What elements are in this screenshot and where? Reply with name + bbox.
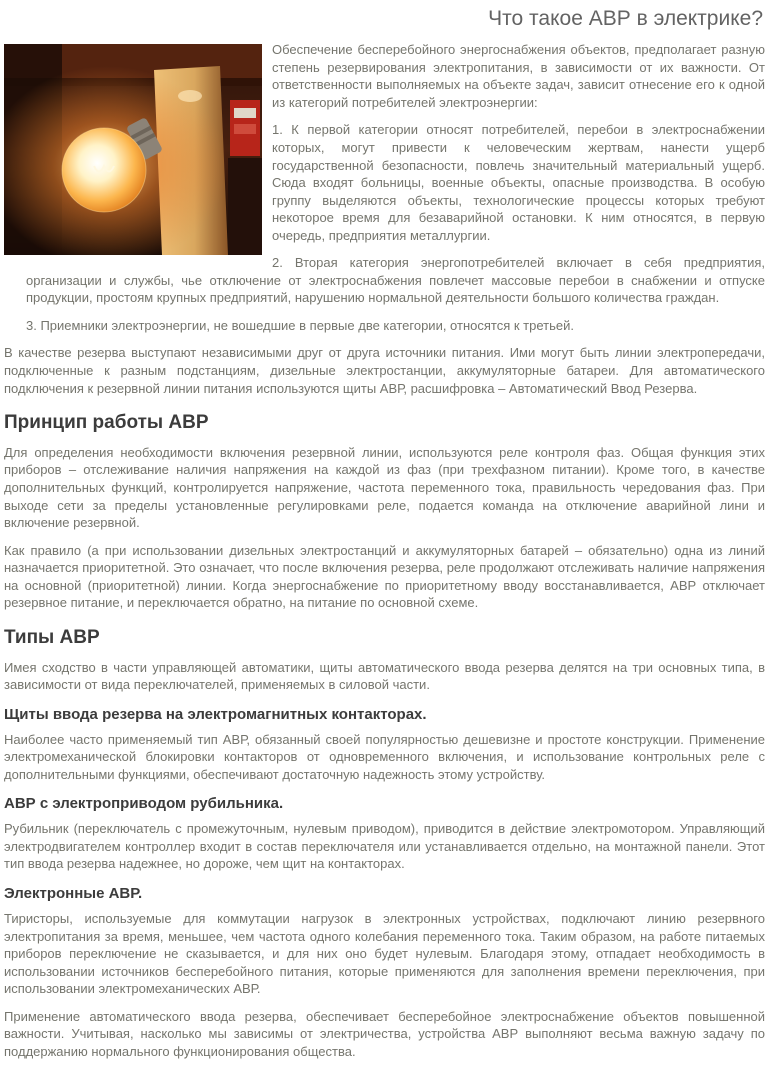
category-item-1: 1. К первой категории относят потребителей, перебои в электроснабжении которых, могут привести к человеческим жертвам, нанести ущерб государственной безопасности, повлечь значительный материальный ущерб. Сюда входят больницы, военные объекты, опасные производства. В особую группу выделяются объекты, технологические процессы которых требуют некоторое время для безаварийной остановки. К ним относятся, в первую очередь, предприятия металлургии. bbox=[272, 122, 765, 243]
electronic-paragraph: Тиристоры, используемые для коммутации нагрузок в электронных устройствах, подключают линию резервного электропитания за время, меньшее, чем частота одного колебания переменного тока. Таким образом, на работе питаемых приборов переключение не сказывается, и для них оно будет нулевым. Благодаря этому, отпадает необходимость в использовании источников бесперебойного питания, которые применяются для заполнения времени переключения, при использовании электромеханических АВР. bbox=[4, 910, 765, 997]
intro-lead-paragraph: Обеспечение бесперебойного энергоснабжения объектов, предполагает разную степень резервирования электропитания, в зависимости от их важности. От ответственности выполняемых на объекте задач, зависит отнесение его к одной из категорий потребителей электроэнергии: bbox=[272, 42, 765, 110]
subsection-heading-motor-drive: АВР с электроприводом рубильника. bbox=[4, 795, 284, 813]
motor-drive-paragraph: Рубильник (переключатель с промежуточным, нулевым приводом), приводится в действие электромотором. Управляющий электродвигателем контроллер входит в состав переключателя или устанавливается отдельно, на монтажной панели. Этот тип ввода резерва надежнее, но дороже, чем щит на контакторах. bbox=[4, 821, 765, 872]
article-photo bbox=[4, 44, 262, 255]
principle-paragraph-2: Как правило (а при использовании дизельных электростанций и аккумуляторных батарей – обязательно) одна из линий назначается приоритетной. Это означает, что после включения резерва, реле продолжают отслеживать наличие напряжения на основной (приоритетной) линии. Когда энергоснабжение по приоритетному вводу восстанавливается, АВР отключает резервное питание, и переключается обратно, на питание по основной схеме. bbox=[4, 542, 765, 611]
subsection-heading-contactors: Щиты ввода резерва на электромагнитных контакторах. bbox=[4, 705, 427, 723]
section-heading-types: Типы АВР bbox=[4, 626, 100, 648]
category-item-2: 2. Вторая категория энергопотребителей включает в себя предприятия, организации и службы, чье отключение от электроснабжения повлечет массовые перебои в снабжении и отпуске продукции, простоям крупных предприятий, нарушению нормальной деятельности большого количества граждан. bbox=[26, 255, 765, 306]
principle-paragraph-1: Для определения необходимости включения резервной линии, используются реле контроля фаз. Общая функция этих приборов – отслеживание наличия напряжения на каждой из фаз (при трехфазном питании). Кроме того, в качестве дополнительных функций, контролируется напряжение, частота переменного тока, правильность чередования фаз. При выходе сети за пределы установленные регулировками реле, подается команда на отключение аварийной лини и включение резервной. bbox=[4, 444, 765, 531]
section-heading-principle: Принцип работы АВР bbox=[4, 412, 209, 434]
types-intro-paragraph: Имея сходство в части управляющей автоматики, щиты автоматического ввода резерва делятся на три основных типа, в зависимости от вида переключателей, применяемых в силовой части. bbox=[4, 659, 765, 693]
outro-paragraph: Применение автоматического ввода резерва, обеспечивает бесперебойное электроснабжение объектов повышенной важности. Учитывая, насколько мы зависимы от электричества, устройства АВР выполняют весьма важную задачу по поддержанию нормального функционирования общества. bbox=[4, 1008, 765, 1059]
category-item-3: 3. Приемники электроэнергии, не вошедшие в первые две категории, относятся к третьей. bbox=[26, 317, 574, 333]
lightbulb-image bbox=[4, 44, 262, 255]
reserve-sources-paragraph: В качестве резерва выступают независимыми друг от друга источники питания. Ими могут быть линии электропередачи, подключенные к разным подстанциям, дизельные электростанции, аккумуляторные батареи. Для автоматического подключения к резервной линии питания используются щиты АВР, расшифровка – Автоматический Ввод Резерва. bbox=[4, 345, 765, 396]
contactors-paragraph: Наиболее часто применяемый тип АВР, обязанный своей популярностью дешевизне и простоте конструкции. Применение электромеханической блокировки контакторов от одновременного включения, и использование контрольных реле с дополнительными функциями, обеспечивают достаточную надежность этому устройству. bbox=[4, 731, 765, 782]
subsection-heading-electronic: Электронные АВР. bbox=[4, 884, 143, 902]
page-title: Что такое АВР в электрике? bbox=[488, 7, 763, 30]
board-highlight bbox=[178, 90, 202, 102]
